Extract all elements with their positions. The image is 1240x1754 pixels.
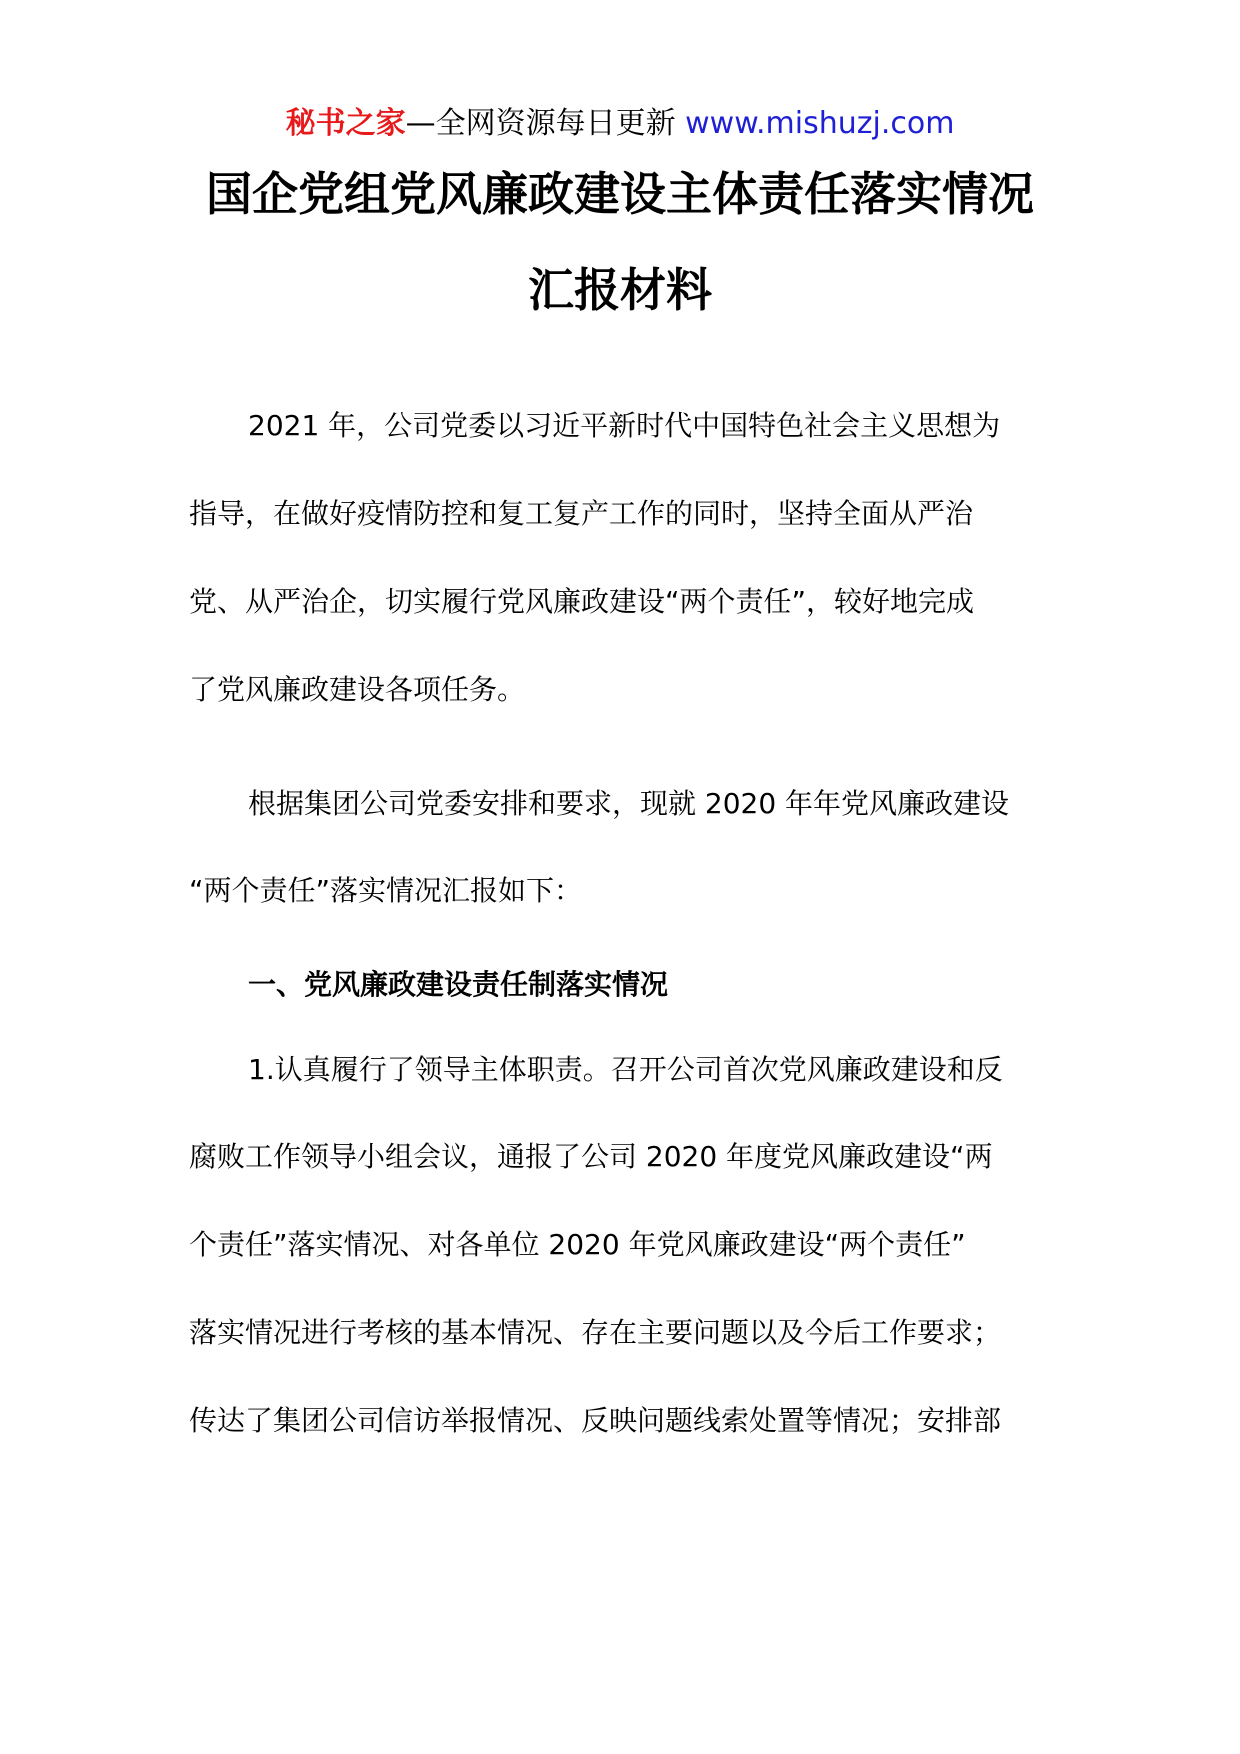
paragraph-line: 1.认真履行了领导主体职责。召开公司首次党风廉政建设和反 [248,1053,1003,1086]
paragraph-line: 了党风廉政建设各项任务。 [189,673,526,706]
paragraph-line: 个责任”落实情况、对各单位 2020 年党风廉政建设“两个责任” [189,1228,966,1261]
paragraph-line: “两个责任”落实情况汇报如下： [189,874,583,907]
site-url: www.mishuzj.com [685,106,955,141]
section-heading: 一、党风廉政建设责任制落实情况 [248,968,669,1001]
paragraph-line: 指导，在做好疫情防控和复工复产工作的同时，坚持全面从严治 [189,497,974,530]
site-brand: 秘书之家 [285,106,406,141]
site-slogan: —全网资源每日更新 [405,106,686,141]
document-title-line-2: 汇报材料 [528,263,712,317]
paragraph-line: 落实情况进行考核的基本情况、存在主要问题以及今后工作要求； [189,1316,1002,1349]
paragraph-line: 传达了集团公司信访举报情况、反映问题线索处置等情况；安排部 [189,1404,1002,1437]
paragraph-line: 2021 年，公司党委以习近平新时代中国特色社会主义思想为 [248,409,1001,442]
site-header [0,104,1240,144]
paragraph-line: 腐败工作领导小组会议，通报了公司 2020 年度党风廉政建设“两 [189,1140,993,1173]
paragraph-line: 党、从严治企，切实履行党风廉政建设“两个责任”，较好地完成 [189,585,975,618]
document-title-line-1: 国企党组党风廉政建设主体责任落实情况 [206,167,1034,221]
paragraph-line: 根据集团公司党委安排和要求，现就 2020 年年党风廉政建设 [248,787,1010,820]
